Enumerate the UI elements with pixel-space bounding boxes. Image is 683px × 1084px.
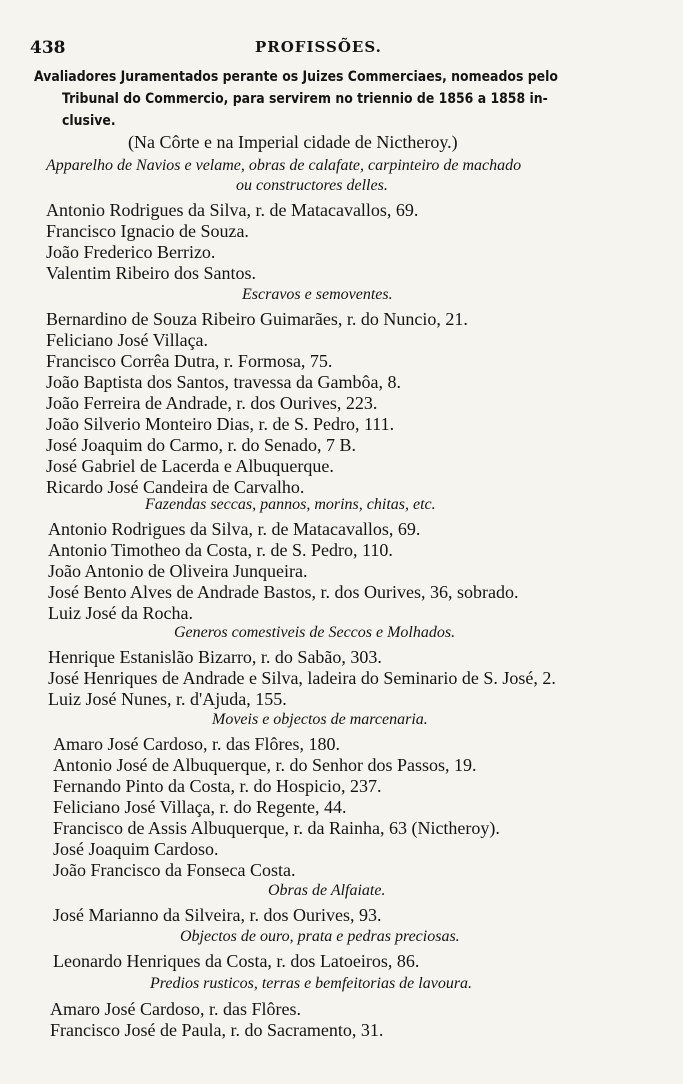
heading-line: Tribunal do Commercio, para servirem no triennio de 1856 a 1858 in- — [62, 91, 548, 107]
section-title: Predios rusticos, terras e bemfeitorias de lavoura. — [150, 975, 473, 992]
list-item: João Ferreira de Andrade, r. dos Ourives, 223. — [46, 393, 378, 413]
list-item: João Francisco da Fonseca Costa. — [53, 860, 296, 880]
page-header — [30, 38, 590, 62]
list-item: Luiz José Nunes, r. d'Ajuda, 155. — [48, 689, 287, 709]
section-title: Moveis e objectos de marcenaria. — [212, 711, 428, 728]
list-item: Antonio Rodrigues da Silva, r. de Matacavallos, 69. — [46, 200, 419, 220]
list-item: Amaro José Cardoso, r. das Flôres. — [50, 999, 301, 1019]
list-item: Feliciano José Villaça, r. do Regente, 44. — [53, 797, 347, 817]
list-item: Francisco Ignacio de Souza. — [46, 221, 249, 241]
list-item: Francisco José de Paula, r. do Sacramento, 31. — [50, 1020, 384, 1040]
list-item: José Joaquim do Carmo, r. do Senado, 7 B. — [46, 435, 356, 455]
section-title: Objectos de ouro, prata e pedras preciosas. — [180, 928, 460, 945]
list-item: Antonio José de Albuquerque, r. do Senhor dos Passos, 19. — [53, 755, 477, 775]
page-number: 438 — [30, 38, 66, 58]
section-title: Obras de Alfaiate. — [268, 882, 386, 899]
section-title: Generos comestiveis de Seccos e Molhados. — [174, 624, 456, 641]
list-item: Francisco Corrêa Dutra, r. Formosa, 75. — [46, 351, 333, 371]
heading-line: Avaliadores Juramentados perante os Juizes Commerciaes, nomeados pelo — [34, 69, 558, 85]
section-title: Escravos e semoventes. — [242, 286, 393, 303]
list-item: Luiz José da Rocha. — [48, 603, 193, 623]
list-item: Antonio Timotheo da Costa, r. de S. Pedro, 110. — [48, 540, 393, 560]
list-item: Francisco de Assis Albuquerque, r. da Rainha, 63 (Nictheroy). — [53, 818, 500, 838]
list-item: João Frederico Berrizo. — [46, 242, 216, 262]
place-note: (Na Côrte e na Imperial cidade de Nictheroy.) — [128, 132, 458, 152]
list-item: Feliciano José Villaça. — [46, 330, 209, 350]
list-item: José Marianno da Silveira, r. dos Ourives, 93. — [53, 905, 382, 925]
heading-line: clusive. — [62, 113, 116, 129]
list-item: Ricardo José Candeira de Carvalho. — [46, 477, 305, 497]
list-item: José Bento Alves de Andrade Bastos, r. dos Ourives, 36, sobrado. — [48, 582, 519, 602]
list-item: João Baptista dos Santos, travessa da Gambôa, 8. — [46, 372, 401, 392]
section-title: Fazendas seccas, pannos, morins, chitas, etc. — [145, 496, 436, 513]
list-item: Antonio Rodrigues da Silva, r. de Matacavallos, 69. — [48, 519, 421, 539]
list-item: João Silverio Monteiro Dias, r. de S. Pedro, 111. — [46, 414, 395, 434]
list-item: Fernando Pinto da Costa, r. do Hospicio, 237. — [53, 776, 382, 796]
running-head: PROFISSÕES. — [255, 38, 382, 56]
list-item: Henrique Estanislão Bizarro, r. do Sabão, 303. — [48, 647, 382, 667]
list-item: Amaro José Cardoso, r. das Flôres, 180. — [53, 734, 340, 754]
list-item: Valentim Ribeiro dos Santos. — [46, 263, 256, 283]
list-item: João Antonio de Oliveira Junqueira. — [48, 561, 308, 581]
list-item: José Joaquim Cardoso. — [53, 839, 219, 859]
list-item: Bernardino de Souza Ribeiro Guimarães, r. do Nuncio, 21. — [46, 309, 468, 329]
list-item: Leonardo Henriques da Costa, r. dos Latoeiros, 86. — [53, 951, 420, 971]
section-title: ou constructores delles. — [236, 177, 388, 194]
list-item: José Henriques de Andrade e Silva, ladeira do Seminario de S. José, 2. — [48, 668, 556, 688]
section-title: Apparelho de Navios e velame, obras de calafate, carpinteiro de machado — [46, 157, 522, 174]
list-item: José Gabriel de Lacerda e Albuquerque. — [46, 456, 334, 476]
